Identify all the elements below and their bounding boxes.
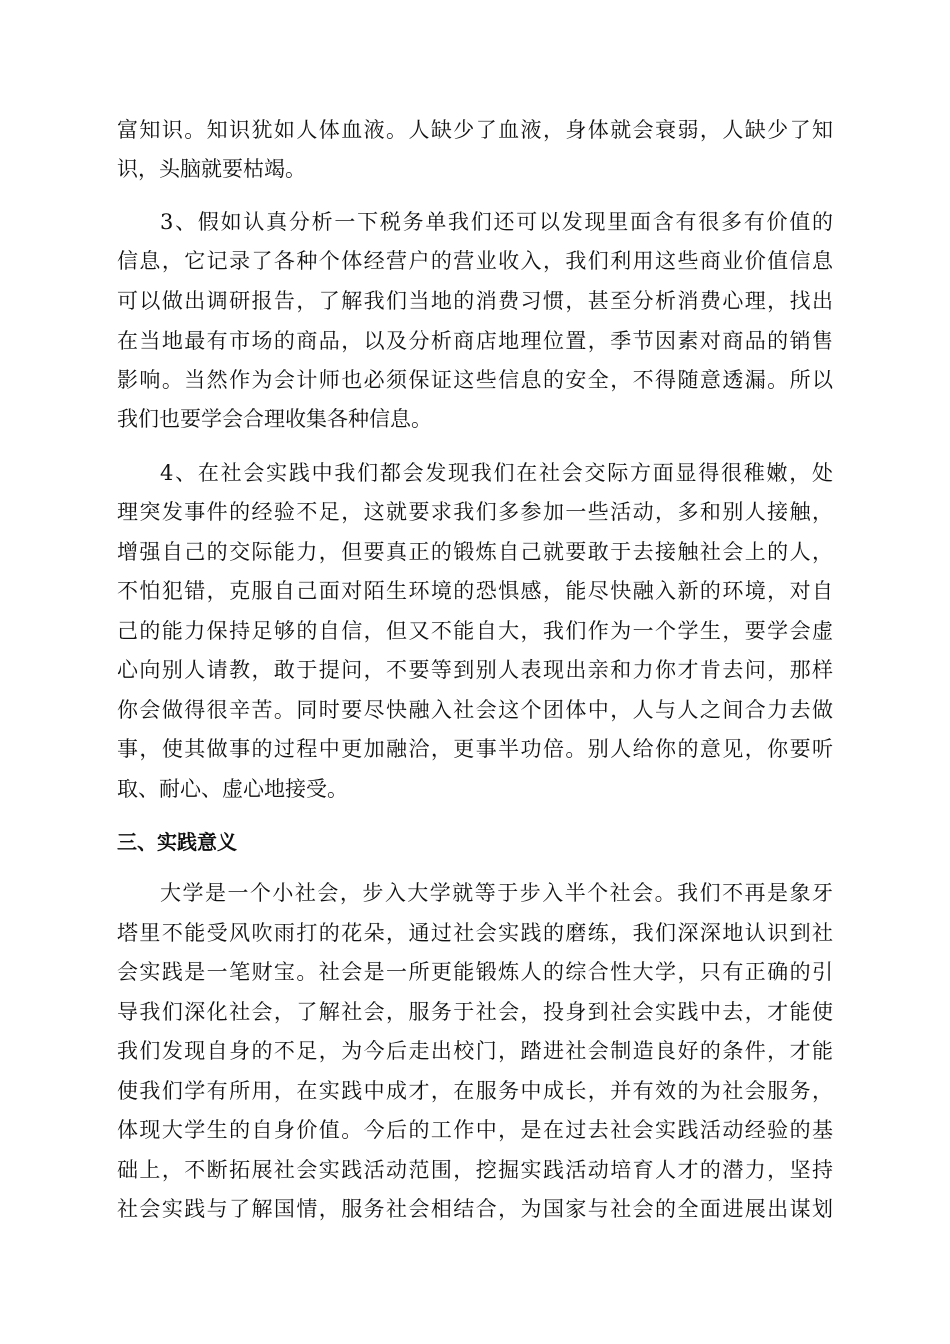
section-heading: 三、实践意义: [117, 830, 237, 854]
body-text-line: 取、耐心、虚心地接受。: [117, 777, 348, 801]
body-text-line: 3、假如认真分析一下税务单我们还可以发现里面含有很多有价值的: [160, 210, 833, 234]
body-text-line: 大学是一个小社会，步入大学就等于步入半个社会。我们不再是象牙: [160, 881, 833, 905]
body-text-line: 信息，它记录了各种个体经营户的营业收入，我们利用这些商业价值信息: [117, 249, 833, 273]
body-text-line: 影响。当然作为会计师也必须保证这些信息的安全，不得随意透漏。所以: [117, 368, 833, 392]
body-text-line: 体现大学生的自身价值。今后的工作中，是在过去社会实践活动经验的基: [117, 1118, 833, 1142]
body-text-line: 我们发现自身的不足，为今后走出校门，踏进社会制造良好的条件，才能: [117, 1039, 833, 1063]
body-text-line: 社会实践与了解国情，服务社会相结合，为国家与社会的全面进展出谋划: [117, 1197, 833, 1221]
body-text-line: 不怕犯错，克服自己面对陌生环境的恐惧感，能尽快融入新的环境，对自: [117, 579, 833, 603]
body-text-line: 可以做出调研报告，了解我们当地的消费习惯，甚至分析消费心理，找出: [117, 289, 833, 313]
body-text-line: 心向别人请教，敢于提问，不要等到别人表现出亲和力你才肯去问，那样: [117, 658, 833, 682]
body-text-line: 事，使其做事的过程中更加融洽，更事半功倍。别人给你的意见，你要听: [117, 737, 833, 761]
body-text-line: 我们也要学会合理收集各种信息。: [117, 407, 432, 431]
body-text-line: 富知识。知识犹如人体血液。人缺少了血液，身体就会衰弱，人缺少了知: [117, 118, 833, 142]
body-text-line: 在当地最有市场的商品，以及分析商店地理位置，季节因素对商品的销售: [117, 329, 833, 353]
body-text-line: 识，头脑就要枯竭。: [117, 157, 306, 181]
body-text-line: 础上，不断拓展社会实践活动范围，挖掘实践活动培育人才的潜力，坚持: [117, 1158, 833, 1182]
body-text-line: 4、在社会实践中我们都会发现我们在社会交际方面显得很稚嫩，处: [160, 461, 833, 485]
body-text-line: 会实践是一笔财宝。社会是一所更能锻炼人的综合性大学，只有正确的引: [117, 960, 833, 984]
body-text-line: 使我们学有所用，在实践中成才，在服务中成长，并有效的为社会服务，: [117, 1079, 833, 1103]
body-text-line: 己的能力保持足够的自信，但又不能自大，我们作为一个学生，要学会虚: [117, 619, 833, 643]
body-text-line: 理突发事件的经验不足，这就要求我们多参加一些活动，多和别人接触，: [117, 500, 833, 524]
body-text-line: 导我们深化社会，了解社会，服务于社会，投身到社会实践中去，才能使: [117, 1000, 833, 1024]
body-text-line: 增强自己的交际能力，但要真正的锻炼自己就要敢于去接触社会上的人，: [117, 540, 833, 564]
body-text-line: 塔里不能受风吹雨打的花朵，通过社会实践的磨练，我们深深地认识到社: [117, 921, 833, 945]
body-text-line: 你会做得很辛苦。同时要尽快融入社会这个团体中，人与人之间合力去做: [117, 698, 833, 722]
